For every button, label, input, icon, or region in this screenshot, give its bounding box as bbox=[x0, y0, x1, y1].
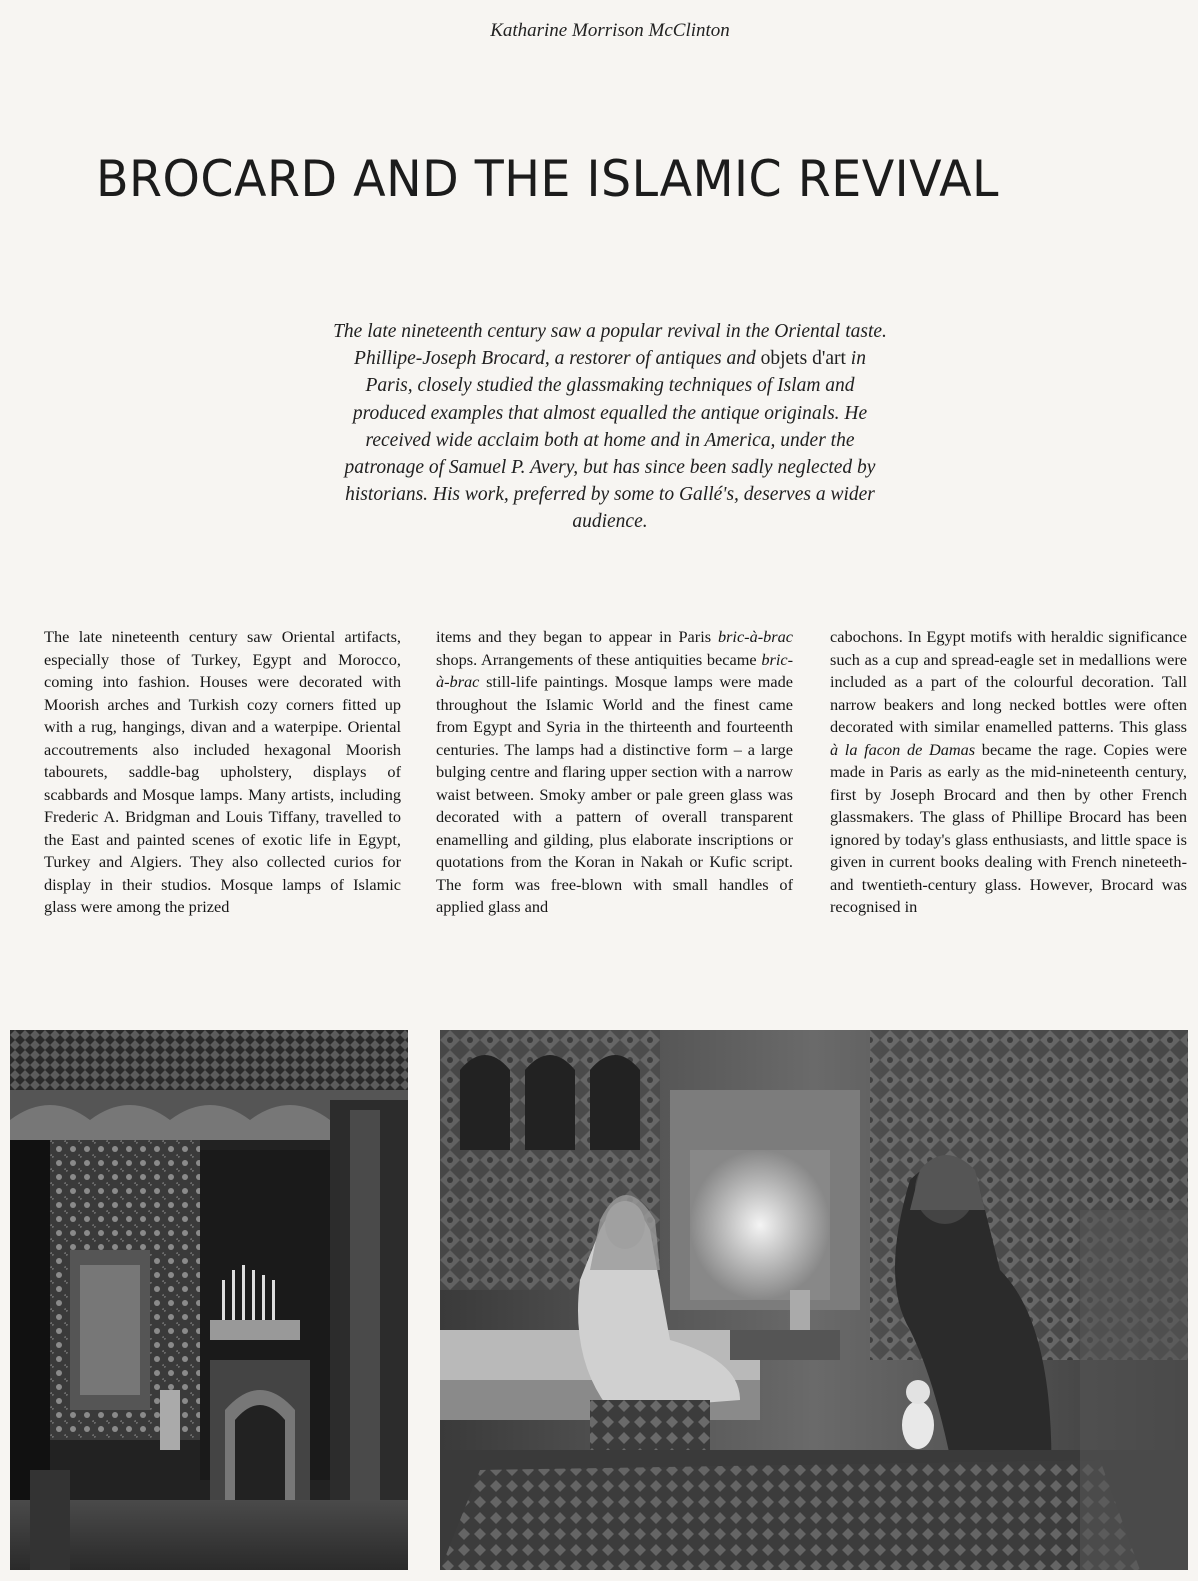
author-byline: Katharine Morrison McClinton bbox=[490, 20, 730, 41]
column-2-italic-d: bric-à-brac bbox=[436, 649, 793, 691]
standfirst-text-2: in Paris, closely studied the glassmaking techniques of Islam and produced examples that almost equalled the antique originals. He received wide acclaim both at home and in America, under the patronage of Samuel P. Avery, but has since been sadly neglected by historians. His work, preferred by some to Gallé's, deserves a wider audience. bbox=[344, 348, 876, 533]
column-2-italic-b: bric-à-brac bbox=[717, 627, 793, 646]
column-2-text-c: shops. Arrangements of these antiquities became bbox=[436, 649, 762, 669]
body-columns bbox=[0, 626, 1198, 966]
body-column-2 bbox=[436, 626, 793, 919]
standfirst bbox=[330, 318, 890, 536]
interior-photograph-image bbox=[10, 1030, 408, 1570]
column-2-text bbox=[436, 626, 793, 919]
interior-photograph bbox=[10, 1030, 408, 1570]
body-column-3 bbox=[830, 626, 1187, 919]
column-1-text: The late nineteenth century saw Oriental artifacts, especially those of Turkey, Egypt and Morocco, coming into fashion. Houses were decorated with Moorish arches and Turkish cozy corners fitted up with a rug, hangings, divan and a waterpipe. Oriental accoutrements also included hexagonal Moorish tabourets, saddle-bag upholstery, displays of scabbards and Mosque lamps. Many artists, including Frederic A. Bridgman and Louis Tiffany, travelled to the East and painted scenes of exotic life in Egypt, Turkey and Algiers. They also collected curios for display in their studios. Mosque lamps of Islamic glass were among the prized bbox=[44, 627, 401, 916]
orientalist-painting-image bbox=[440, 1030, 1188, 1570]
standfirst-text-1: The late nineteenth century saw a popular revival in the Oriental taste. Phillipe-Joseph Brocard, a restorer of antiques and bbox=[333, 321, 887, 370]
column-3-text-a: cabochons. In Egypt motifs with heraldic significance such as a cup and spread-eagle set in medallions were included as a part of the colourful decoration. Tall narrow beakers and long necked bottles were often decorated with similar enamelled patterns. This glass bbox=[830, 627, 1187, 736]
standfirst-text-roman: objets d'art bbox=[760, 348, 846, 370]
column-2-text-e: still-life paintings. Mosque lamps were made throughout the Islamic World and the finest came from Egypt and Syria in the thirteenth and fourteenth centuries. The lamps had a distinctive form – a large bulging centre and flaring upper section with a narrow waist between. Smoky amber or pale green glass was decorated with a pattern of overall transparent enamelling and gilding, plus elaborate inscriptions or quotations from the Koran in Nakah or Kufic script. The form was free-blown with small handles of applied glass and bbox=[436, 672, 793, 916]
column-3-italic-b: à la facon de Damas bbox=[830, 739, 976, 759]
column-3-text-c: became the rage. Copies were made in Paris as early as the mid-nineteenth century, first by Joseph Brocard and then by other French glassmakers. The glass of Phillipe Brocard has been ignored by today's glass enthusiasts, and little space is given in current books dealing with French nineteeth- and twentieth-century glass. However, Brocard was recognised in bbox=[830, 739, 1187, 916]
article-title: BROCARD AND THE ISLAMIC REVIVAL bbox=[96, 150, 999, 208]
orientalist-painting bbox=[440, 1030, 1188, 1570]
body-column-1 bbox=[44, 626, 401, 919]
column-2-text-a: items and they began to appear in Paris bbox=[436, 627, 718, 646]
column-3-text bbox=[830, 626, 1187, 919]
